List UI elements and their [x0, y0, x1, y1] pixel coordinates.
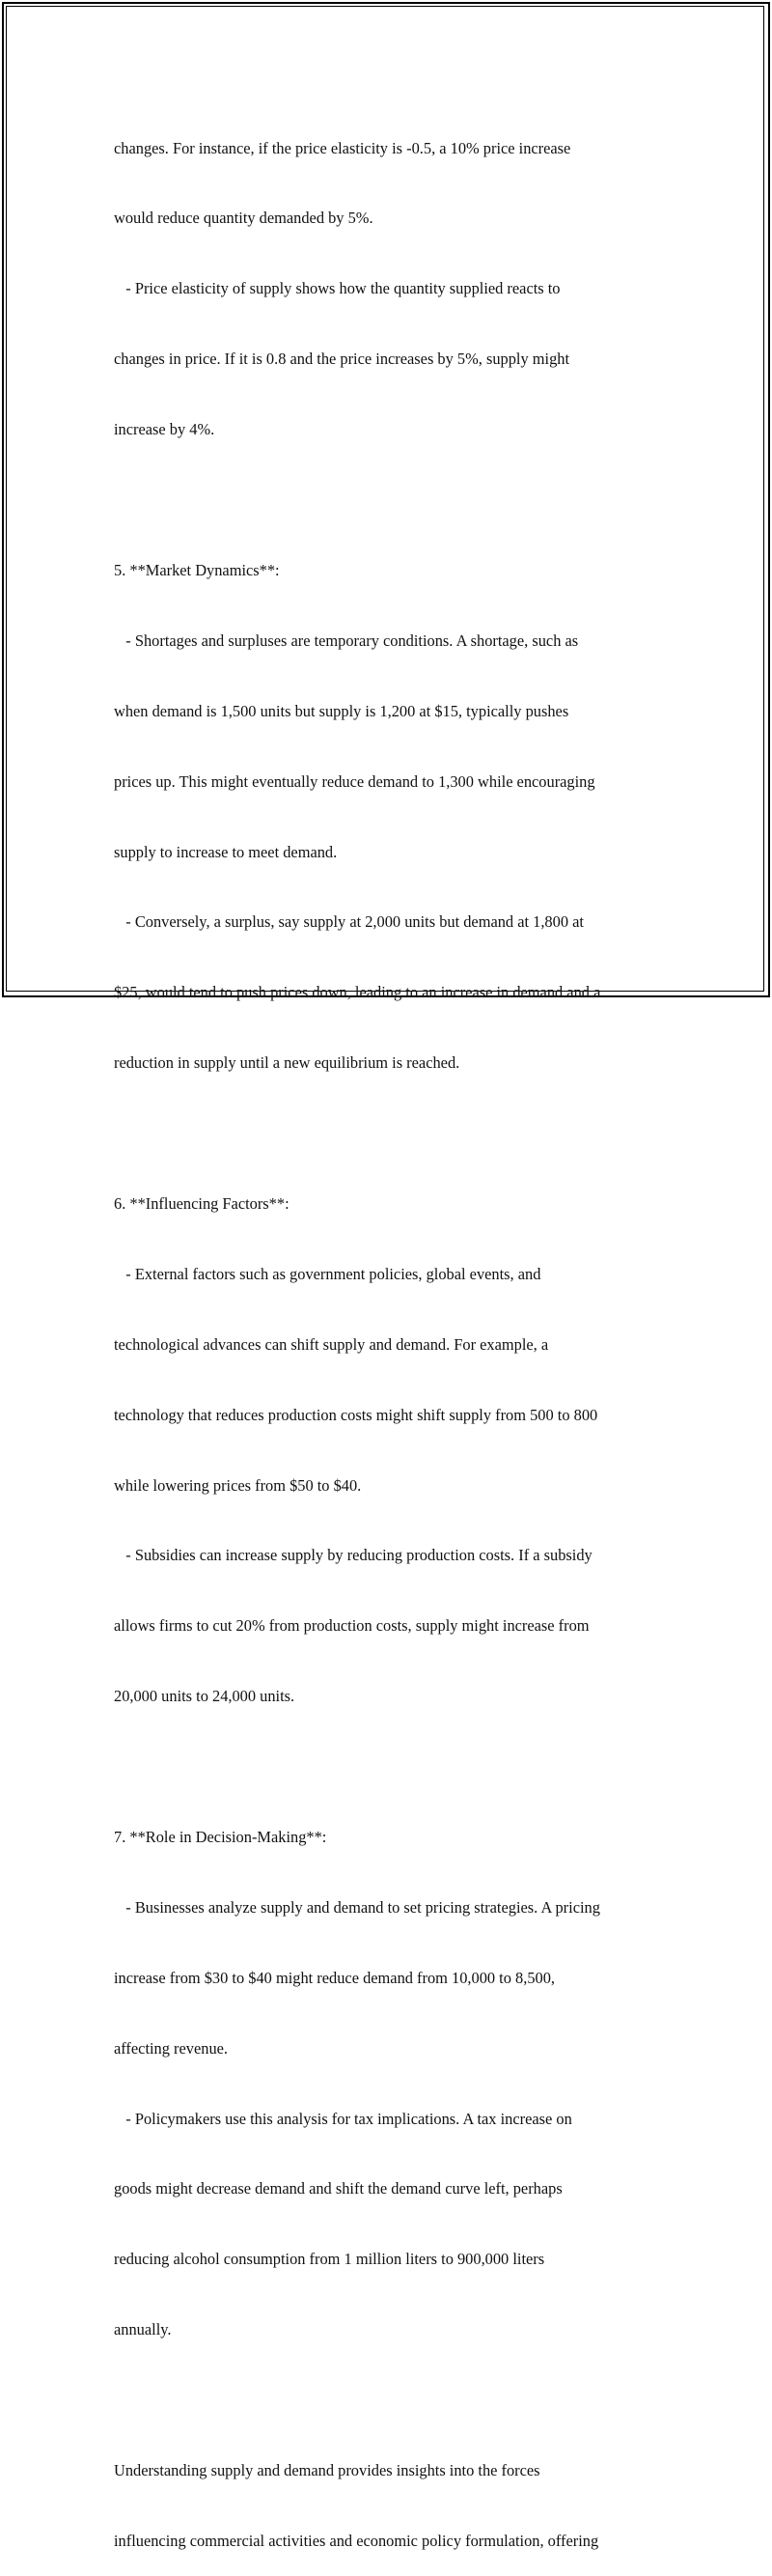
section-heading-role-in-decision-making: 7. **Role in Decision-Making**: — [114, 1827, 327, 1846]
text-line: - External factors such as government policies, global events, and — [114, 1264, 541, 1283]
text-line: - Conversely, a surplus, say supply at 2,000 units but demand at 1,800 at — [114, 912, 584, 932]
section-heading-influencing-factors: 6. **Influencing Factors**: — [114, 1193, 290, 1213]
text-line: affecting revenue. — [114, 2038, 229, 2058]
text-line: would reduce quantity demanded by 5%. — [114, 209, 373, 228]
text-line: technological advances can shift supply and demand. For example, a — [114, 1334, 549, 1354]
text-line: - Subsidies can increase supply by reducing production costs. If a subsidy — [114, 1546, 593, 1565]
blank-line — [114, 1122, 674, 1145]
text-line: Understanding supply and demand provides insights into the forces — [114, 2460, 540, 2479]
text-line: while lowering prices from $50 to $40. — [114, 1475, 362, 1495]
text-line: reduction in supply until a new equilibrium is reached. — [114, 1053, 460, 1073]
text-line: influencing commercial activities and economic policy formulation, offering — [114, 2531, 599, 2550]
document-body — [114, 90, 674, 2576]
section-heading-market-dynamics: 5. **Market Dynamics**: — [114, 560, 280, 579]
text-line: technology that reduces production costs might shift supply from 500 to 800 — [114, 1405, 598, 1424]
text-line: increase by 4%. — [114, 420, 215, 439]
text-line: - Shortages and surpluses are temporary conditions. A shortage, such as — [114, 630, 579, 650]
text-line: - Businesses analyze supply and demand to set pricing strategies. A pricing — [114, 1897, 600, 1917]
text-line: changes. For instance, if the price elasticity is -0.5, a 10% price increase — [114, 138, 571, 157]
text-line: increase from $30 to $40 might reduce demand from 10,000 to 8,500, — [114, 1968, 556, 1987]
blank-line — [114, 489, 674, 512]
text-line: prices up. This might eventually reduce demand to 1,300 while encouraging — [114, 771, 595, 791]
text-line: changes in price. If it is 0.8 and the price increases by 5%, supply might — [114, 350, 570, 369]
text-line: allows firms to cut 20% from production costs, supply might increase from — [114, 1616, 590, 1636]
text-line: goods might decrease demand and shift the demand curve left, perhaps — [114, 2179, 563, 2198]
text-line: $25, would tend to push prices down, leading to an increase in demand and a — [114, 983, 601, 1002]
text-line: reducing alcohol consumption from 1 million liters to 900,000 liters — [114, 2250, 545, 2269]
text-line: 20,000 units to 24,000 units. — [114, 1687, 295, 1706]
text-line: when demand is 1,500 units but supply is 1,200 at $15, typically pushes — [114, 701, 569, 720]
text-line: - Policymakers use this analysis for tax implications. A tax increase on — [114, 2109, 572, 2128]
blank-line — [114, 2389, 674, 2412]
text-line: - Price elasticity of supply shows how the quantity supplied reacts to — [114, 279, 561, 298]
text-line: supply to increase to meet demand. — [114, 842, 338, 861]
text-line: annually. — [114, 2320, 172, 2339]
blank-line — [114, 1755, 674, 1778]
